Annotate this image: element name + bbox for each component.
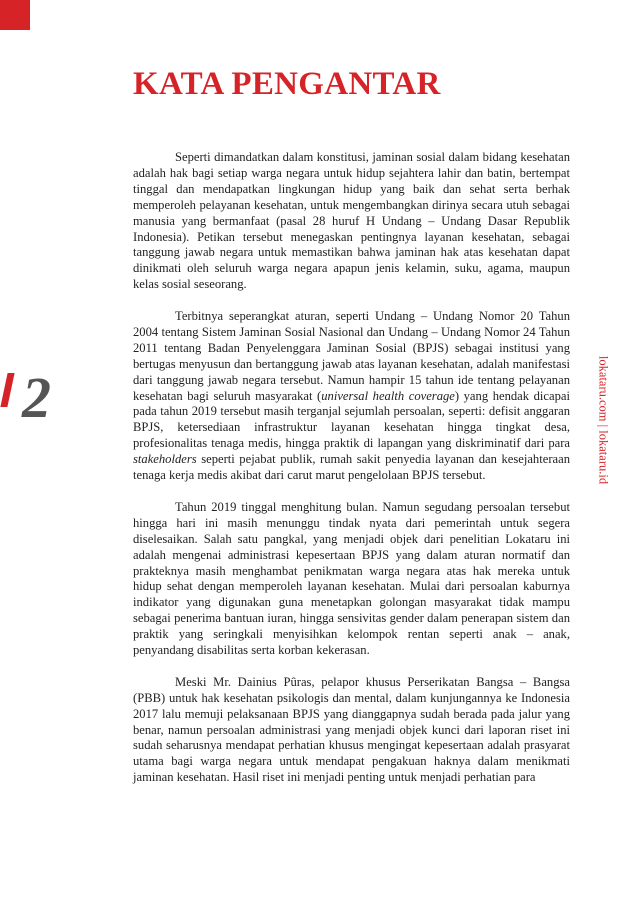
- paragraph-1: Seperti dimandatkan dalam konstitusi, jaminan sosial dalam bidang kesehatan adalah hak bagi setiap warga negara untuk hidup sejahtera lahir dan batin, bertempat tinggal dan mendapatkan lingkungan hidup yang baik dan sehat serta berhak memperoleh pelayanan kesehatan, untuk mengembangkan dirinya secara utuh sebagai manusia yang bermanfaat (pasal 28 huruf H Undang – Undang Dasar Republik Indonesia). Petikan tersebut menegaskan pentingnya layanan kesehatan, sebagai tanggung jawab negara untuk memastikan bahwa jaminan hak atas kesehatan dapat dinikmati oleh seluruh warga negara apapun jenis kelamin, suku, agama, maupun kelas sosial seseorang.: [133, 150, 570, 292]
- page-title: KATA PENGANTAR: [133, 66, 441, 102]
- page-number-block: [4, 365, 94, 455]
- body-text: [133, 150, 570, 786]
- paragraph-2-part1: Terbitnya seperangkat aturan, seperti Undang – Undang Nomor 20 Tahun 2004 tentang Sistem Jaminan Sosial Nasional dan Undang – Undang Nomor 24 Tahun 2011 tentang Badan Penyelenggara Jaminan Sosial (BPJS) sebagai institusi yang bertugas menyusun dan bertanggung jawab atas layanan kesehatan, adalah manifestasi dari tanggung jawab negara tersebut. Namun hampir 15 tahun ide tentang pelayanan kesehatan bagi seluruh masyarakat (: [133, 309, 570, 403]
- website-text: lokataru.com | lokataru.id: [596, 355, 611, 485]
- page-number: 2: [22, 365, 51, 430]
- side-website-label: [588, 300, 618, 540]
- paragraph-2-part3: seperti pejabat publik, rumah sakit penyedia layanan dan kesejahteraan tenaga kerja medis akibat dari carut marut pengelolaan BPJS tersebut.: [133, 452, 570, 483]
- paragraph-2-italic-stakeholders: stakeholders: [133, 452, 197, 467]
- paragraph-2-italic-term: universal health coverage: [321, 388, 455, 403]
- paragraph-4: Meski Mr. Dainius Pûras, pelapor khusus Perserikatan Bangsa – Bangsa (PBB) untuk hak kesehatan psikologis dan mental, dalam kunjungannya ke Indonesia 2017 lalu memuji pelaksanaan BPJS yang dianggapnya sudah berada pada jalur yang benar, namun persoalan administrasi yang menjadi objek kunci dari laporan riset ini sudah seharusnya mendapat perhatian khusus mengingat kepesertaan adalah prasyarat utama bagi warga negara untuk mendapat pengakuan haknya dalam menikmati jaminan kesehatan. Hasil riset ini menjadi penting untuk menjadi perhatian para: [133, 674, 570, 785]
- paragraph-3: Tahun 2019 tinggal menghitung bulan. Namun segudang persoalan tersebut hingga hari ini masih menunggu tindak nyata dari pemerintah untuk segera diselesaikan. Salah satu pangkal, yang menjadi objek dari penelitian Lokataru ini adalah mengenai administrasi kepesertaan BPJS yang dalam aturan normatif dan prakteknya masih menghambat penikmatan warga negara atas hak mereka untuk hidup sehat dengan memperoleh layanan kesehatan. Mulai dari persoalan kaburnya indikator yang digunakan guna menetapkan golongan masyarakat tidak mampu sebagai penerima bantuan iuran, hingga sensivitas gender dalam penerapan sistem dan praktik yang seringkali menyisihkan kelompok rentan seperti anak – anak, penyandang disabilitas serta korban kekerasan.: [133, 499, 570, 658]
- paragraph-2-part2: ) yang hendak dicapai pada tahun 2019 tersebut masih terganjal sejumlah persoalan, seperti: defisit anggaran BPJS, ketersediaan infrastruktur layanan kesehatan hingga tingkat desa, profesionalitas tenaga medis, hingga praktik di lapangan yang diskriminatif dari para: [133, 388, 570, 451]
- paragraph-2: [133, 309, 570, 484]
- corner-square-decoration: [0, 0, 30, 30]
- red-slash-icon: [0, 373, 14, 407]
